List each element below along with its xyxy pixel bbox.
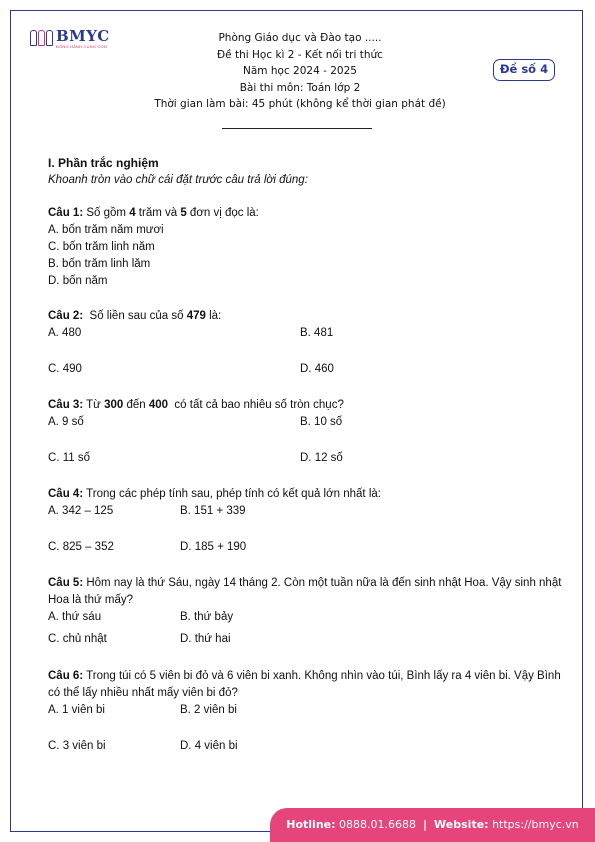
exam-number-badge: Đề số 4 xyxy=(493,59,555,81)
question-stem xyxy=(48,486,568,503)
stem-text: có tất cả bao nhiêu số tròn chục? xyxy=(168,399,344,411)
option[interactable]: C. 3 viên bi xyxy=(48,740,106,752)
options-grid xyxy=(48,702,568,755)
options-grid xyxy=(48,414,568,467)
option[interactable]: C. 11 số xyxy=(48,452,90,464)
section-instruction: Khoanh tròn vào chữ cái đặt trước câu trả lời đúng: xyxy=(48,174,308,186)
question-label: Câu 4: xyxy=(48,488,84,500)
stem-number: 300 xyxy=(104,399,124,411)
logo-name: BMYC xyxy=(56,27,110,45)
option[interactable]: D. bốn năm xyxy=(48,275,108,287)
hotline-number[interactable]: 0888.01.6688 xyxy=(339,818,417,831)
option[interactable]: C. chủ nhật xyxy=(48,633,107,645)
stem-text: trăm và xyxy=(135,207,181,219)
section-title: I. Phần trắc nghiệm xyxy=(48,156,159,170)
option[interactable]: D. 4 viên bi xyxy=(180,740,238,752)
options-grid xyxy=(48,503,568,556)
header-exam-title: Đề thi Học kì 2 - Kết nối tri thức xyxy=(217,48,383,61)
option[interactable]: A. thứ sáu xyxy=(48,611,102,623)
header-duration: Thời gian làm bài: 45 phút (không kể thời gian phát đề) xyxy=(154,98,446,110)
stem-number: 479 xyxy=(186,310,206,322)
option[interactable]: C. 825 – 352 xyxy=(48,541,114,553)
option[interactable]: D. thứ hai xyxy=(180,633,231,645)
option[interactable]: D. 185 + 190 xyxy=(180,541,247,553)
stem-text: Từ xyxy=(86,399,105,411)
website-link[interactable]: https://bmyc.vn xyxy=(492,818,579,831)
footer-separator: | xyxy=(423,818,428,831)
option[interactable]: C. bốn trăm linh năm xyxy=(48,241,155,253)
option[interactable]: D. 12 số xyxy=(300,452,343,464)
stem-text: là: xyxy=(205,310,222,322)
option[interactable]: A. 1 viên bi xyxy=(48,704,105,716)
options-grid xyxy=(48,325,568,378)
header-subject: Bài thi môn: Toán lớp 2 xyxy=(239,81,361,94)
option[interactable]: A. 9 số xyxy=(48,416,84,428)
logo-tagline: ĐỒNG HÀNH CÙNG CON xyxy=(56,44,107,49)
stem-text: Trong các phép tính sau, phép tính có kết quả lớn nhất là: xyxy=(86,488,381,500)
question-stem xyxy=(48,397,568,414)
hotline-label: Hotline: xyxy=(286,818,336,831)
stem-text: đơn vị đọc là: xyxy=(186,207,259,219)
brand-logo xyxy=(30,28,110,49)
contact-footer xyxy=(270,808,595,842)
option[interactable]: A. bốn trăm năm mươi xyxy=(48,224,164,236)
question-label: Câu 5: xyxy=(48,577,84,589)
question-label: Câu 6: xyxy=(48,670,84,682)
option[interactable]: B. 481 xyxy=(300,327,334,339)
question-label: Câu 3: xyxy=(48,399,84,411)
header-department: Phòng Giáo dục và Đào tạo ..... xyxy=(218,32,382,44)
option[interactable]: B. 151 + 339 xyxy=(180,505,246,517)
stem-text: Trong túi có 5 viên bi đỏ và 6 viên bi xanh. Không nhìn vào túi, Bình lấy ra 4 viên bi. Vậy Bình có thể lấy nhiều nhất mấy viên bi đỏ? xyxy=(48,670,561,699)
stem-text: Hôm nay là thứ Sáu, ngày 14 tháng 2. Còn một tuần nữa là đến sinh nhật Hoa. Vậy sinh nhật Hoa là thứ mấy? xyxy=(48,577,562,606)
website-label: Website: xyxy=(434,818,489,831)
header-divider xyxy=(222,128,372,129)
option[interactable]: C. 490 xyxy=(48,363,82,375)
option[interactable]: B. 2 viên bi xyxy=(180,704,237,716)
question-stem xyxy=(48,308,568,325)
stem-number: 5 xyxy=(180,207,187,219)
stem-text: Số liền sau của số xyxy=(83,310,187,322)
question-label: Câu 1: xyxy=(48,207,84,219)
option[interactable]: A. 480 xyxy=(48,327,82,339)
question-stem xyxy=(48,575,568,609)
option[interactable]: A. 342 – 125 xyxy=(48,505,114,517)
stem-number: 400 xyxy=(148,399,169,411)
header-school-year: Năm học 2024 - 2025 xyxy=(243,65,357,77)
stem-number: 4 xyxy=(129,207,136,219)
family-icon xyxy=(30,30,53,46)
question-2 xyxy=(48,308,568,378)
question-stem xyxy=(48,668,568,702)
question-6 xyxy=(48,668,568,755)
question-label: Câu 2: xyxy=(48,310,84,322)
option[interactable]: B. bốn trăm linh lăm xyxy=(48,258,151,270)
exam-header xyxy=(120,30,480,113)
option[interactable]: B. thứ bảy xyxy=(180,611,234,623)
question-3 xyxy=(48,397,568,467)
question-4 xyxy=(48,486,568,556)
question-1 xyxy=(48,205,568,290)
option[interactable]: D. 460 xyxy=(300,363,334,375)
options-grid xyxy=(48,609,568,648)
stem-text: đến xyxy=(123,399,149,411)
exam-content xyxy=(48,155,568,768)
question-5 xyxy=(48,575,568,648)
option[interactable]: B. 10 số xyxy=(300,416,343,428)
stem-text: Số gồm xyxy=(86,207,130,219)
question-stem xyxy=(48,205,568,222)
